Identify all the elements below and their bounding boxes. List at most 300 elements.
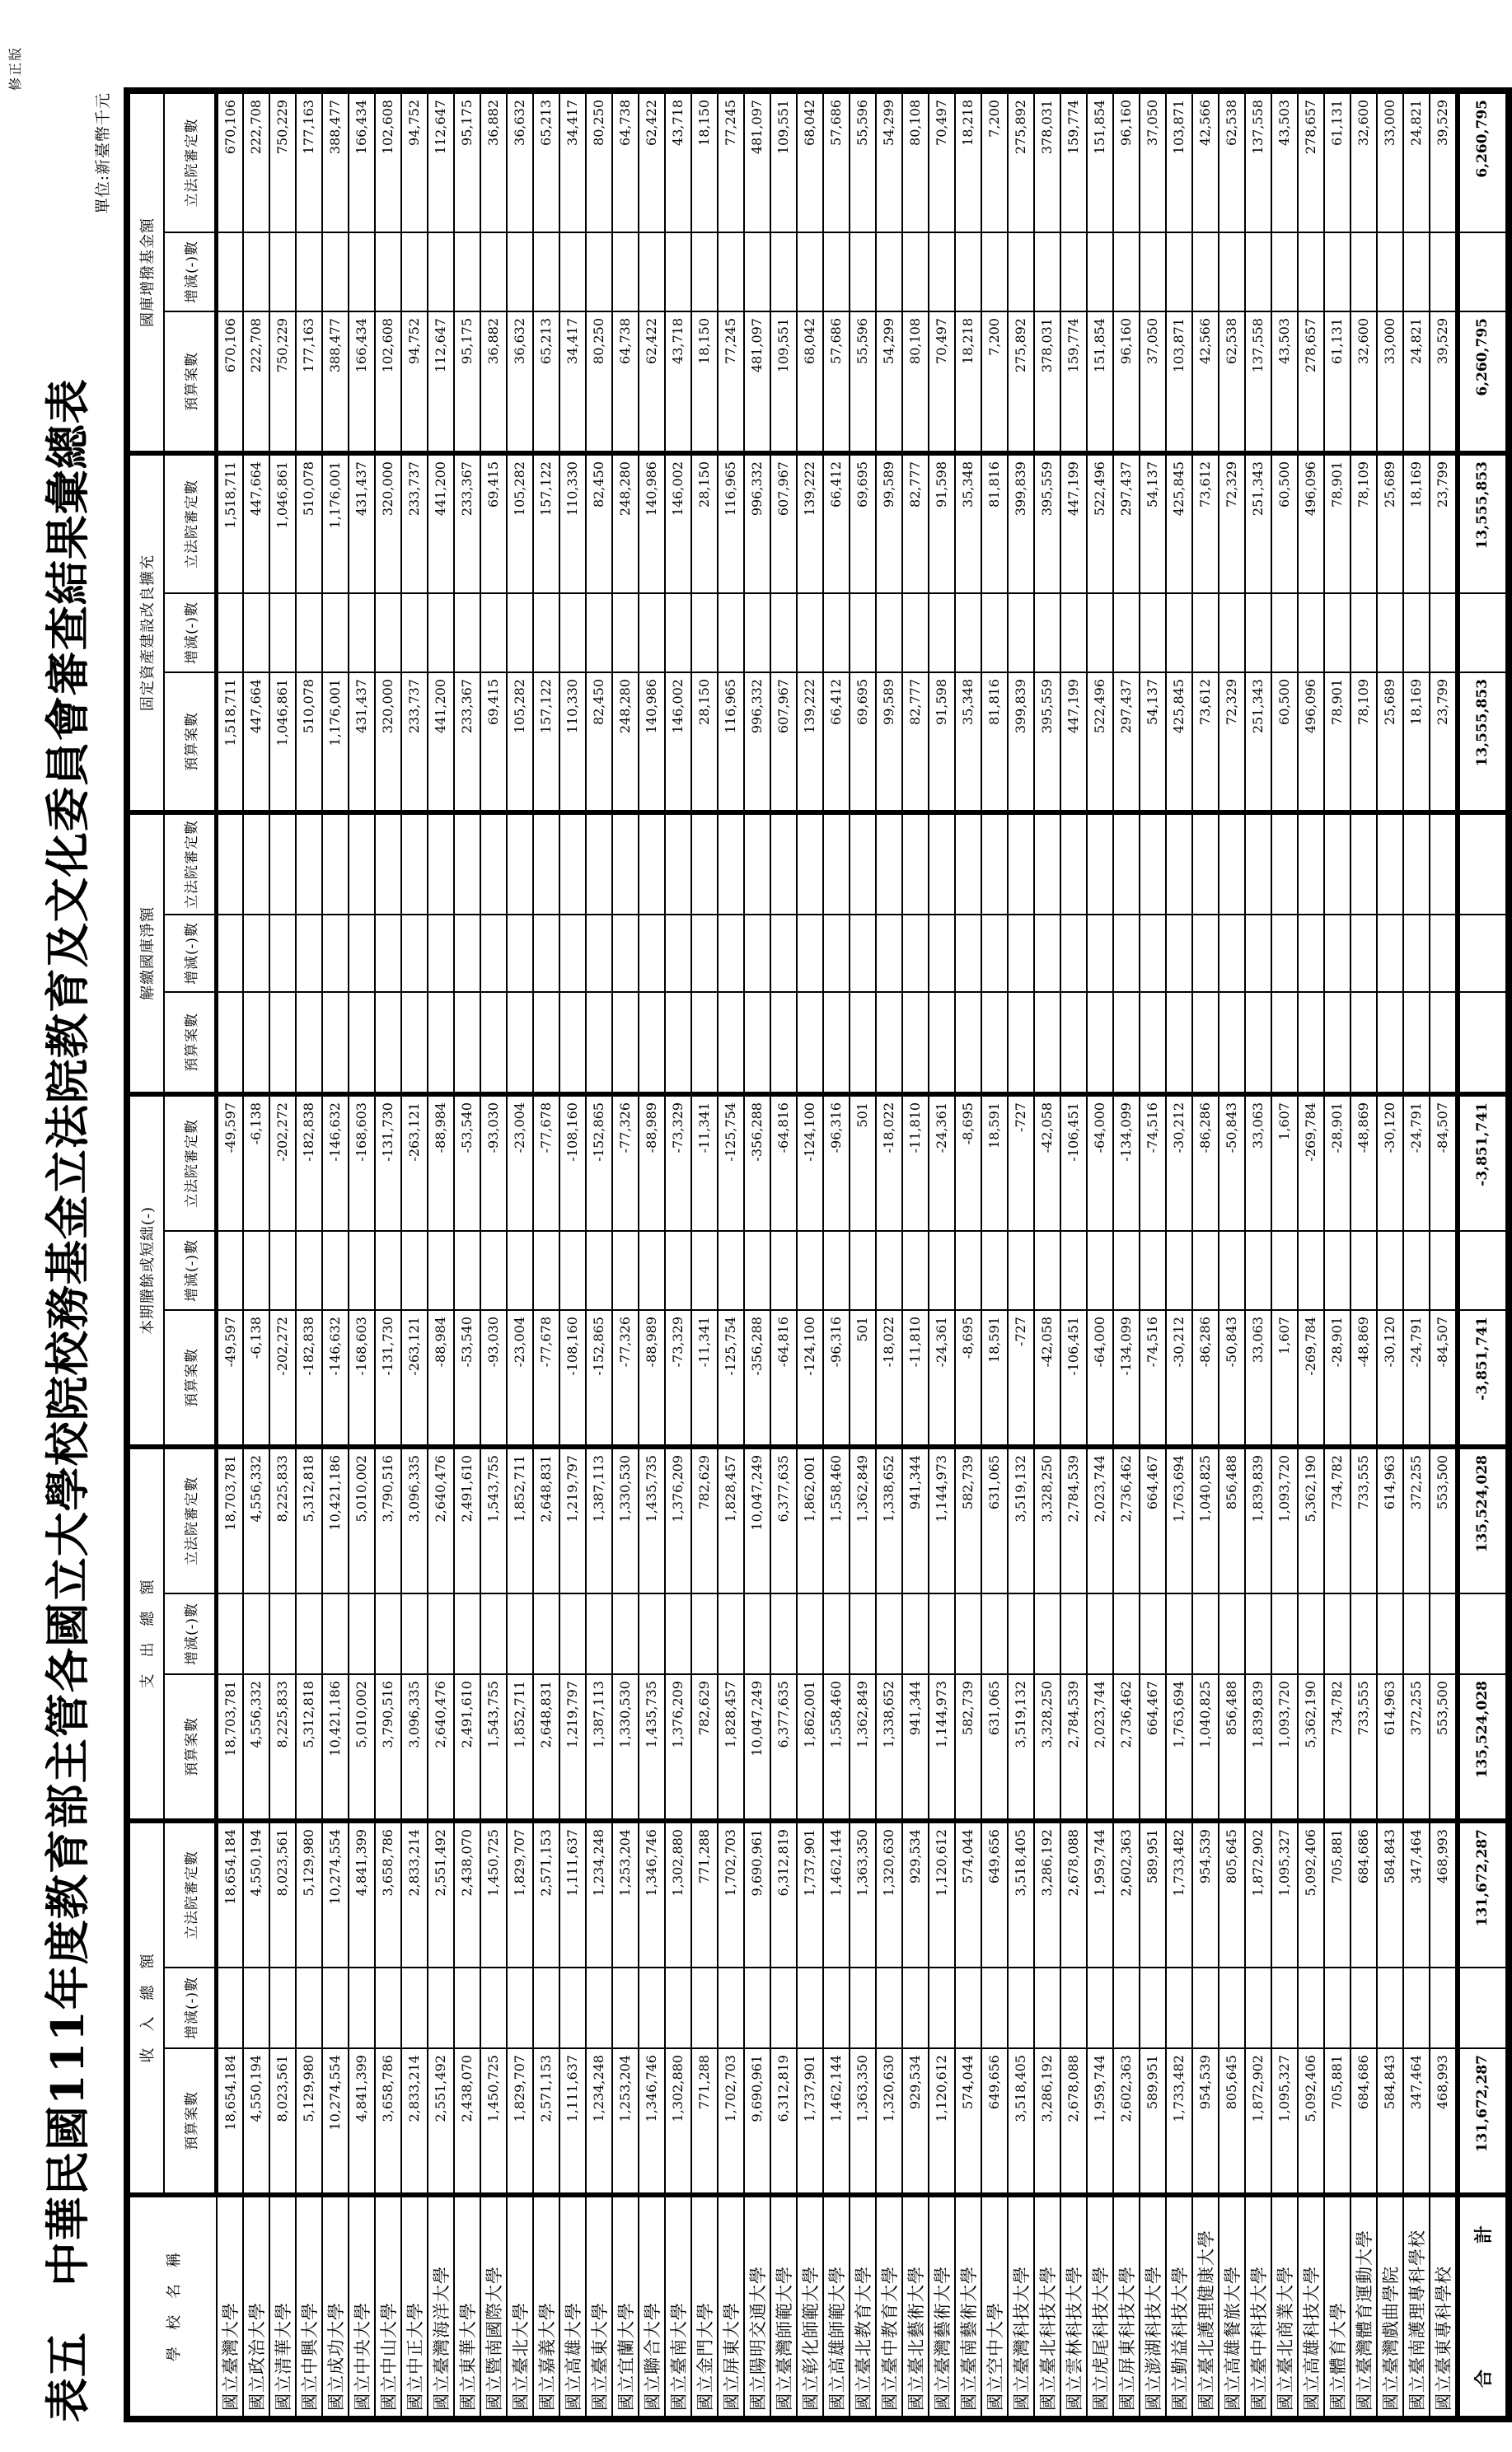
school-row [1324,91,1351,2419]
value-cell [1271,992,1298,1094]
value-cell [612,232,639,311]
value-cell [744,1231,770,1310]
value-cell: -202,272 [269,1094,296,1231]
value-cell: 18,169 [1403,672,1430,812]
value-cell: 43,503 [1271,311,1298,453]
value-cell: 2,833,214 [401,2048,428,2195]
value-cell [981,1593,1008,1674]
value-cell: 110,330 [559,453,586,593]
value-cell: -24,361 [929,1094,955,1231]
value-cell [454,915,480,992]
value-cell [665,992,691,1094]
value-cell [1166,812,1192,915]
value-cell: 856,488 [1219,1674,1245,1821]
value-cell [269,1593,296,1674]
value-cell: -28,901 [1324,1094,1351,1231]
value-cell: -356,288 [744,1310,770,1447]
value-cell [823,992,850,1094]
value-cell: 649,656 [981,1821,1008,1968]
value-cell: 1,363,350 [850,2048,876,2195]
value-cell: 6,377,635 [770,1674,797,1821]
school-name-cell: 國立高雄大學 [559,2195,586,2419]
value-cell [955,593,981,672]
value-cell: -108,160 [559,1310,586,1447]
value-cell [876,992,902,1094]
value-cell [1166,1593,1192,1674]
value-cell: 395,559 [1034,672,1060,812]
value-cell [1219,1593,1245,1674]
value-cell: 3,658,786 [375,1821,401,1968]
group-header-cell: 支 出 總 額 [127,1447,164,1821]
value-cell: 43,718 [665,311,691,453]
value-cell [1087,992,1113,1094]
value-cell: 139,222 [797,453,823,593]
school-row [401,91,428,2419]
value-cell: 233,367 [454,453,480,593]
value-cell: 1,095,327 [1271,2048,1298,2195]
value-cell: -182,838 [296,1310,322,1447]
value-cell: 1,338,652 [876,1447,902,1593]
value-cell [1430,1231,1458,1310]
value-cell [507,1593,533,1674]
value-cell [1219,1968,1245,2048]
value-cell [1245,1593,1271,1674]
value-cell: 589,951 [1140,2048,1166,2195]
value-cell [296,992,322,1094]
value-cell: 33,000 [1377,91,1403,232]
sub-header-cell: 立法院審定數 [164,1094,217,1231]
value-cell: 103,871 [1166,91,1192,232]
value-cell [1430,232,1458,311]
school-row [1034,91,1060,2419]
value-cell [401,593,428,672]
value-cell [1008,232,1034,311]
school-row [797,91,823,2419]
value-cell: 614,963 [1377,1674,1403,1821]
value-cell: -134,099 [1113,1094,1140,1231]
value-cell: 18,591 [981,1310,1008,1447]
value-cell [454,593,480,672]
value-cell: -77,326 [612,1310,639,1447]
value-cell: -182,838 [296,1094,322,1231]
value-cell: 2,602,363 [1113,2048,1140,2195]
value-cell: 61,131 [1324,91,1351,232]
value-cell [507,812,533,915]
value-cell: 670,106 [217,91,243,232]
value-cell [507,232,533,311]
value-cell: 18,150 [691,91,718,232]
value-cell [243,1593,269,1674]
value-cell: -8,695 [955,1310,981,1447]
value-cell [1351,915,1377,992]
value-cell [850,593,876,672]
value-cell: 82,450 [586,672,612,812]
value-cell [1324,232,1351,311]
value-cell: 78,901 [1324,453,1351,593]
value-cell: 1,176,001 [322,672,349,812]
value-cell: 103,871 [1166,311,1192,453]
value-cell [480,1593,507,1674]
value-cell: 1,829,707 [507,2048,533,2195]
value-cell: 7,200 [981,311,1008,453]
value-cell: 631,065 [981,1674,1008,1821]
value-cell: 5,362,190 [1298,1674,1324,1821]
value-cell [349,915,375,992]
value-cell [454,232,480,311]
value-cell [1008,1968,1034,2048]
school-row [507,91,533,2419]
value-cell: 347,464 [1403,2048,1430,2195]
value-cell: 8,225,833 [269,1447,296,1593]
value-cell: 2,833,214 [401,1821,428,1968]
school-name-cell: 國立政治大學 [243,2195,269,2419]
school-name-cell: 國立暨南國際大學 [480,2195,507,2419]
value-cell [665,1968,691,2048]
total-row [1458,91,1509,2419]
value-cell [1192,812,1219,915]
value-cell: 1,518,711 [217,672,243,812]
value-cell [217,593,243,672]
value-cell [1113,1968,1140,2048]
group-header-cell: 國庫增撥基金額 [127,91,164,453]
value-cell: 501 [850,1094,876,1231]
value-cell: 69,695 [850,453,876,593]
value-cell: 1,302,880 [665,2048,691,2195]
value-cell: 68,042 [797,91,823,232]
value-cell [876,1593,902,1674]
value-cell [428,915,454,992]
value-cell: 70,497 [929,311,955,453]
value-cell [1377,1593,1403,1674]
value-cell [217,1231,243,1310]
value-cell: 372,255 [1403,1674,1430,1821]
value-cell [533,1231,559,1310]
value-cell: 5,010,002 [349,1447,375,1593]
value-cell: 34,417 [559,91,586,232]
school-name-cell: 國立成功大學 [322,2195,349,2419]
value-cell: 574,044 [955,2048,981,2195]
value-cell: 95,175 [454,91,480,232]
value-cell: 582,739 [955,1674,981,1821]
value-cell [823,1593,850,1674]
school-row [1245,91,1271,2419]
value-cell: 78,109 [1351,453,1377,593]
value-cell: 1,435,735 [639,1447,665,1593]
value-cell: 1,376,209 [665,1447,691,1593]
value-cell [1087,232,1113,311]
value-cell [428,1593,454,1674]
sub-header-cell: 增減(-)數 [164,1231,217,1310]
value-cell: 251,343 [1245,453,1271,593]
school-name-cell: 國立中正大學 [401,2195,428,2419]
value-cell [507,992,533,1094]
value-cell: 77,245 [718,311,744,453]
school-row [480,91,507,2419]
value-cell: 2,648,831 [533,1674,559,1821]
value-cell: 996,332 [744,672,770,812]
value-cell: 2,602,363 [1113,1821,1140,1968]
value-cell [955,1593,981,1674]
value-cell: 320,000 [375,672,401,812]
value-cell [1458,812,1509,915]
value-cell: 2,736,462 [1113,1674,1140,1821]
value-cell [929,232,955,311]
value-cell: 151,854 [1087,91,1113,232]
value-cell [1192,1231,1219,1310]
value-cell: 18,218 [955,91,981,232]
value-cell: 1,543,755 [480,1447,507,1593]
value-cell [269,1968,296,2048]
value-cell: 1,144,973 [929,1674,955,1821]
value-cell: -11,810 [902,1310,929,1447]
sub-header-cell: 預算案數 [164,2048,217,2195]
value-cell: 1,253,204 [612,1821,639,1968]
value-cell: 2,640,476 [428,1674,454,1821]
value-cell [322,812,349,915]
value-cell: 3,096,335 [401,1447,428,1593]
value-cell: 42,566 [1192,311,1219,453]
value-cell [1458,1593,1509,1674]
sub-header-cell: 立法院審定數 [164,812,217,915]
school-row [533,91,559,2419]
value-cell: 6,312,819 [770,2048,797,2195]
value-cell [902,992,929,1094]
value-cell: 18,703,781 [217,1447,243,1593]
value-cell: 734,782 [1324,1447,1351,1593]
value-cell [1113,1231,1140,1310]
value-cell [902,593,929,672]
value-cell: 5,092,406 [1298,2048,1324,2195]
value-cell [902,1593,929,1674]
value-cell: 33,063 [1245,1310,1271,1447]
value-cell: -202,272 [269,1310,296,1447]
value-cell [1298,1968,1324,2048]
school-name-cell: 國立臺南大學 [665,2195,691,2419]
value-cell: 1,144,973 [929,1447,955,1593]
value-cell [428,1968,454,2048]
value-cell: 32,600 [1351,311,1377,453]
value-cell: 8,023,561 [269,2048,296,2195]
value-cell: 1,959,744 [1087,2048,1113,2195]
value-cell: -152,865 [586,1094,612,1231]
value-cell [217,232,243,311]
value-cell: 95,175 [454,311,480,453]
value-cell: 954,539 [1192,1821,1219,1968]
value-cell: 39,529 [1430,91,1458,232]
value-cell: 5,010,002 [349,1674,375,1821]
value-cell: 166,434 [349,91,375,232]
value-cell: 510,078 [296,453,322,593]
school-row [902,91,929,2419]
value-cell [322,1968,349,2048]
value-cell [1219,812,1245,915]
value-cell: 55,596 [850,91,876,232]
value-cell: -64,816 [770,1310,797,1447]
value-cell: -106,451 [1060,1094,1087,1231]
value-cell [1458,232,1509,311]
value-cell [1324,992,1351,1094]
value-cell [428,812,454,915]
value-cell [375,812,401,915]
value-cell: 1,234,248 [586,2048,612,2195]
value-cell [955,1968,981,2048]
value-cell [1008,593,1034,672]
value-cell: 750,229 [269,311,296,453]
value-cell: 447,199 [1060,672,1087,812]
value-cell [850,1593,876,1674]
value-cell: 166,434 [349,311,375,453]
value-cell [507,1968,533,2048]
value-cell: 1,120,612 [929,1821,955,1968]
value-cell: 62,538 [1219,91,1245,232]
value-cell: 25,689 [1377,453,1403,593]
value-cell [1298,1231,1324,1310]
school-row [1271,91,1298,2419]
value-cell [1166,593,1192,672]
value-cell [401,1593,428,1674]
value-cell [586,1231,612,1310]
value-cell: -3,851,741 [1458,1310,1509,1447]
value-cell [269,915,296,992]
value-cell: 1,763,694 [1166,1674,1192,1821]
value-cell: 10,421,186 [322,1674,349,1821]
table-body [217,91,1509,2419]
value-cell [428,992,454,1094]
value-cell [1351,1231,1377,1310]
table-header [127,91,217,2419]
school-row [217,91,243,2419]
value-cell [823,1968,850,2048]
value-cell [1219,593,1245,672]
value-cell: 35,348 [955,453,981,593]
value-cell: 278,657 [1298,91,1324,232]
value-cell: 69,415 [480,672,507,812]
value-cell: 66,412 [823,672,850,812]
value-cell: 705,881 [1324,1821,1351,1968]
value-cell [1377,593,1403,672]
value-cell [902,812,929,915]
value-cell [586,232,612,311]
school-row [744,91,770,2419]
value-cell: 447,664 [243,453,269,593]
value-cell: 771,288 [691,1821,718,1968]
value-cell [533,1593,559,1674]
value-cell: 297,437 [1113,453,1140,593]
value-cell [902,232,929,311]
sub-header-cell: 立法院審定數 [164,453,217,593]
value-cell: -18,022 [876,1094,902,1231]
school-name-cell: 國立東華大學 [454,2195,480,2419]
value-cell [349,992,375,1094]
value-cell: 1,234,248 [586,1821,612,1968]
value-cell [480,1968,507,2048]
value-cell [1403,1593,1430,1674]
value-cell [744,812,770,915]
value-cell: 116,965 [718,672,744,812]
value-cell [1403,1231,1430,1310]
school-name-cell: 國立臺灣海洋大學 [428,2195,454,2419]
value-cell [322,232,349,311]
value-cell: 9,690,961 [744,2048,770,2195]
value-cell: -96,316 [823,1094,850,1231]
value-cell [876,1968,902,2048]
value-cell [1034,812,1060,915]
value-cell: -50,843 [1219,1310,1245,1447]
school-row [454,91,480,2419]
value-cell: -356,288 [744,1094,770,1231]
school-row [428,91,454,2419]
value-cell: 13,555,853 [1458,453,1509,593]
school-row [718,91,744,2419]
value-cell: 733,555 [1351,1447,1377,1593]
value-cell [1298,812,1324,915]
value-cell: 10,274,554 [322,1821,349,1968]
value-cell [1377,232,1403,311]
value-cell: 1,046,861 [269,453,296,593]
school-name-cell: 國立陽明交通大學 [744,2195,770,2419]
value-cell: 70,497 [929,91,955,232]
value-cell [850,812,876,915]
value-cell [1458,915,1509,992]
value-cell: 1,362,849 [850,1447,876,1593]
value-cell: 5,129,980 [296,1821,322,1968]
value-cell [349,1968,375,2048]
value-cell: 18,169 [1403,453,1430,593]
value-cell: 139,222 [797,672,823,812]
value-cell [269,1231,296,1310]
value-cell: 64,738 [612,91,639,232]
value-cell: 1,607 [1271,1310,1298,1447]
value-cell: 1,702,703 [718,1821,744,1968]
value-cell [375,1968,401,2048]
value-cell [612,1231,639,1310]
value-cell: 1,558,460 [823,1447,850,1593]
value-cell: -168,603 [349,1094,375,1231]
value-cell: 57,686 [823,311,850,453]
value-cell: 96,160 [1113,311,1140,453]
value-cell [1087,812,1113,915]
value-cell [929,1968,955,2048]
value-cell [559,915,586,992]
value-cell: 36,882 [480,91,507,232]
value-cell [902,1968,929,2048]
value-cell: 23,799 [1430,453,1458,593]
value-cell [1377,1968,1403,2048]
value-cell: -146,632 [322,1310,349,1447]
value-cell: 1,346,746 [639,1821,665,1968]
value-cell [823,812,850,915]
value-cell [1430,915,1458,992]
value-cell: 1,095,327 [1271,1821,1298,1968]
value-cell: 91,598 [929,453,955,593]
value-cell: 60,500 [1271,672,1298,812]
value-cell: 109,551 [770,311,797,453]
value-cell [1140,992,1166,1094]
value-cell: 251,343 [1245,672,1271,812]
value-cell [454,1231,480,1310]
value-cell [401,1968,428,2048]
value-cell: 929,534 [902,1821,929,1968]
value-cell: 65,213 [533,311,559,453]
value-cell: 81,816 [981,453,1008,593]
value-cell [296,593,322,672]
value-cell: 80,108 [902,311,929,453]
value-cell [1192,232,1219,311]
school-row [1377,91,1403,2419]
value-cell: 1,872,902 [1245,2048,1271,2195]
value-cell: 96,160 [1113,91,1140,232]
value-cell [1430,1968,1458,2048]
